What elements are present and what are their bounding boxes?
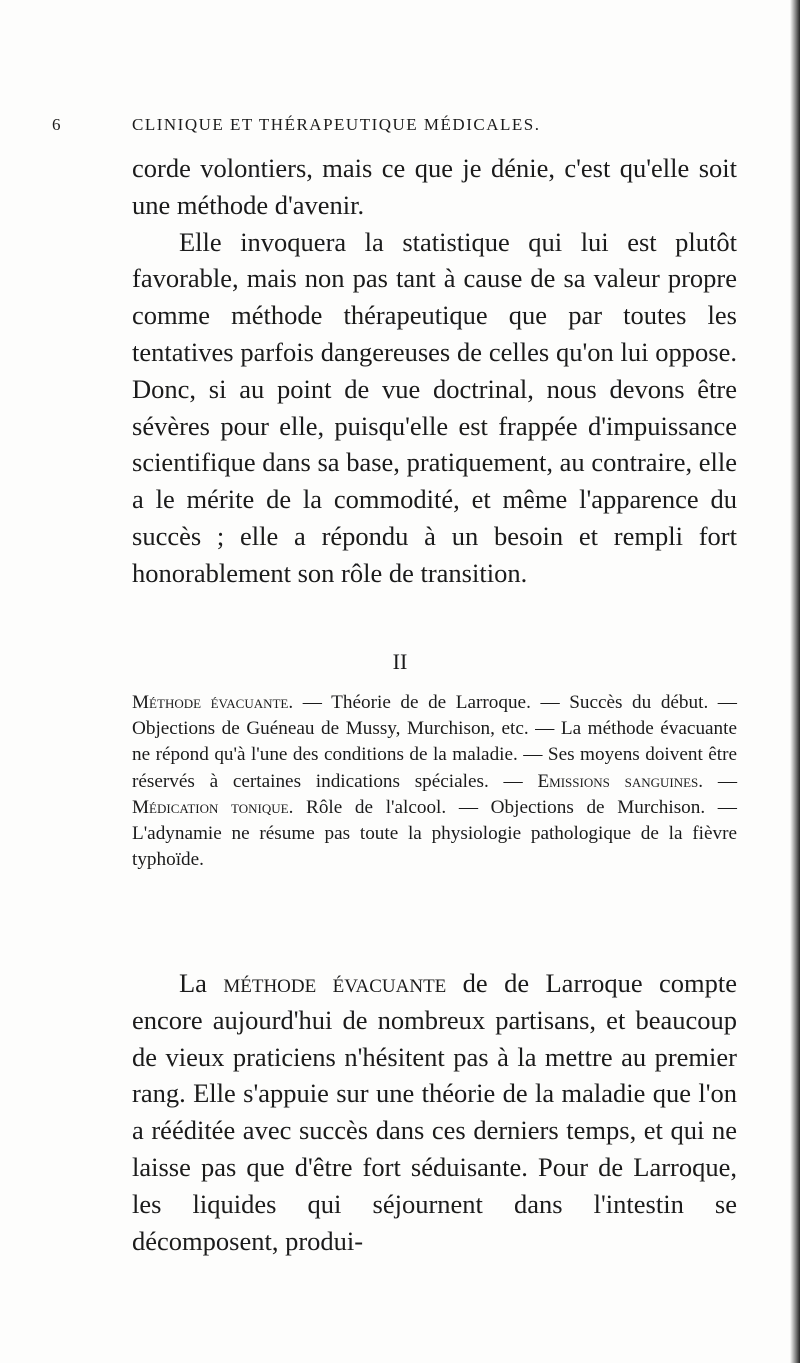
summary-emissions: Emissions sanguines. [537,770,704,792]
summary-part-3: Rôle de l'alcool. — Objections de Murchison. — L'adynamie ne résume pas toute la physiologie pathologique de la fièvre typhoïde. [132,796,737,871]
paragraph-methode-evacuante [132,965,737,1259]
paragraph-smallcaps-term: méthode évacuante [223,968,447,998]
paragraph-body: de de Larroque compte encore aujourd'hui de nombreux partisans, et beaucoup de vieux praticiens n'hésitent pas à la mettre au premier rang. Elle s'appuie sur une théorie de la maladie que l'on a rééditée avec succès dans ces derniers temps, et qui ne laisse pas que d'être fort séduisante. Pour de Larroque, les liquides qui séjournent dans l'intestin se décomposent, produi- [132,968,737,1256]
paragraph-continuation: corde volontiers, mais ce que je dénie, c'est qu'elle soit une méthode d'avenir. [132,153,737,220]
page-header [52,115,742,143]
summary-lead: Méthode évacuante. [132,692,294,713]
running-title: CLINIQUE ET THÉRAPEUTIQUE MÉDICALES. [132,115,541,134]
section-summary [132,690,737,873]
summary-text [132,690,737,873]
paragraph-lead-word: La [179,968,224,998]
summary-medication: Médication tonique. [132,796,294,818]
summary-part-2: — [703,770,738,792]
page-number: 6 [52,115,62,134]
text-block-top [132,150,737,592]
page-edge-shadow [790,0,800,1363]
paragraph-statistique: Elle invoquera la statistique qui lui est plutôt favorable, mais non pas tant à cause de sa valeur propre comme méthode thérapeutique que par toutes les tentatives parfois dangereuses de celles qu'on lui oppose. Donc, si au point de vue doctrinal, nous devons être sévères pour elle, puisqu'elle est frappée d'impuissance scientifique dans sa base, pratiquement, au contraire, elle a le mérite de la commodité, et même l'apparence du succès ; elle a répondu à un besoin et rempli fort honorablement son rôle de transition. [132,226,737,588]
text-block-bottom [132,965,737,1259]
summary-part-1: — Théorie de de Larroque. — Succès du début. — Objections de Guéneau de Mussy, Murchison, etc. — La méthode évacuante ne répond qu'à l'une des conditions de la maladie. — Ses moyens doivent être réservés à certaines indications spéciales. — [132,692,737,792]
section-number: II [392,649,408,674]
